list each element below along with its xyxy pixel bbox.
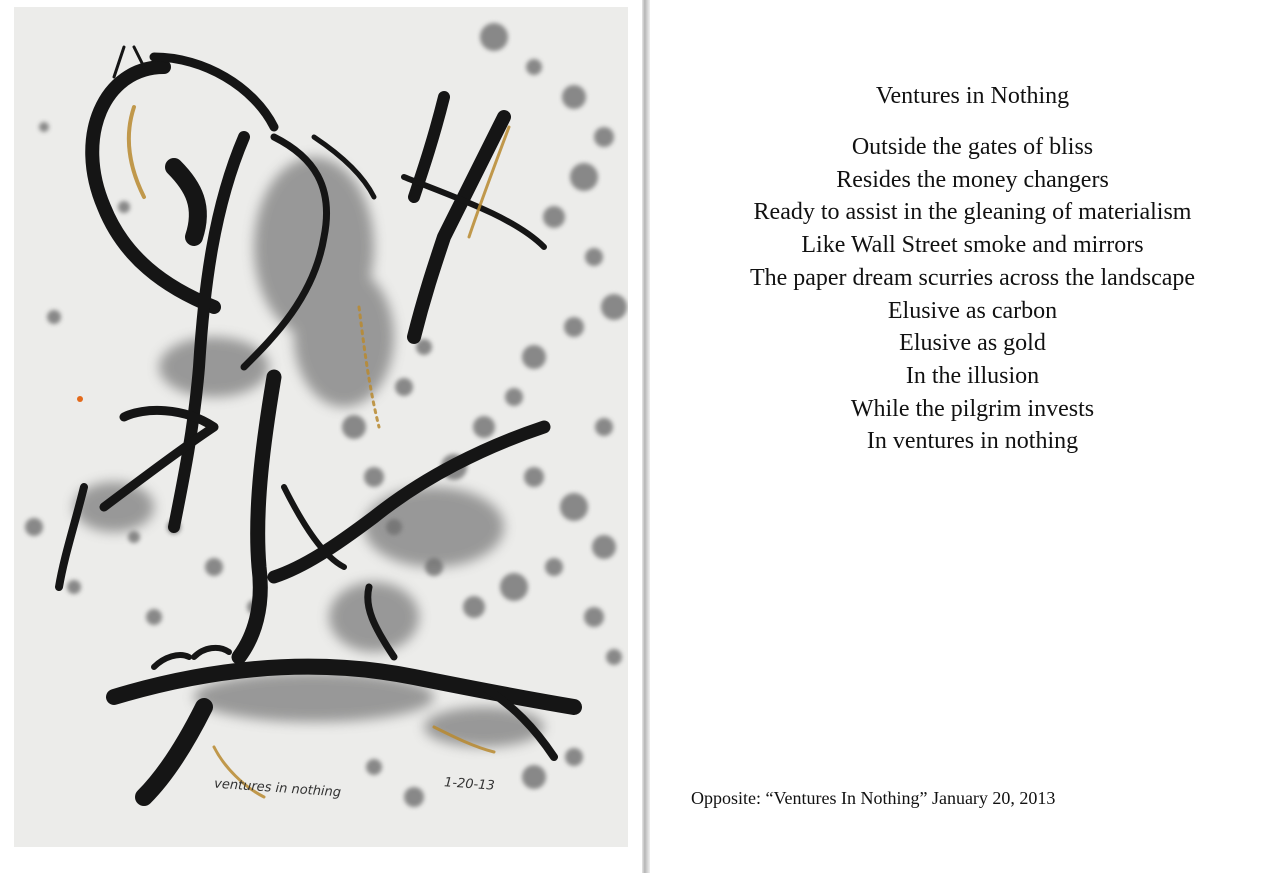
poem-line: Elusive as gold <box>899 330 1046 357</box>
ink-painting <box>14 7 628 847</box>
poem-line: In the illusion <box>905 362 1040 389</box>
artwork-signature-date: 1-20-13 <box>443 775 496 794</box>
poem-line: Elusive as carbon <box>887 297 1058 324</box>
poem-line: Ready to assist in the gleaning of materialism <box>753 199 1192 226</box>
poem-line: Outside the gates of bliss <box>851 134 1094 160</box>
book-gutter <box>642 0 650 873</box>
poem-line: Like Wall Street smoke and mirrors <box>801 232 1144 259</box>
poem-line: Resides the money changers <box>836 166 1109 193</box>
poem-title: Ventures in Nothing <box>875 83 1070 109</box>
artwork-inscription: ventures in nothing <box>213 776 342 801</box>
ink-painting-svg <box>14 7 628 847</box>
orange-dot <box>77 396 83 402</box>
poem-line: While the pilgrim invests <box>850 395 1095 422</box>
poem-body <box>650 131 1270 458</box>
poem-line: In ventures in nothing <box>866 428 1079 455</box>
poem-line: The paper dream scurries across the landscape <box>749 264 1196 291</box>
right-page <box>650 0 1270 873</box>
artwork-caption: Opposite: “Ventures In Nothing” January 20, 2013 <box>691 788 1056 808</box>
